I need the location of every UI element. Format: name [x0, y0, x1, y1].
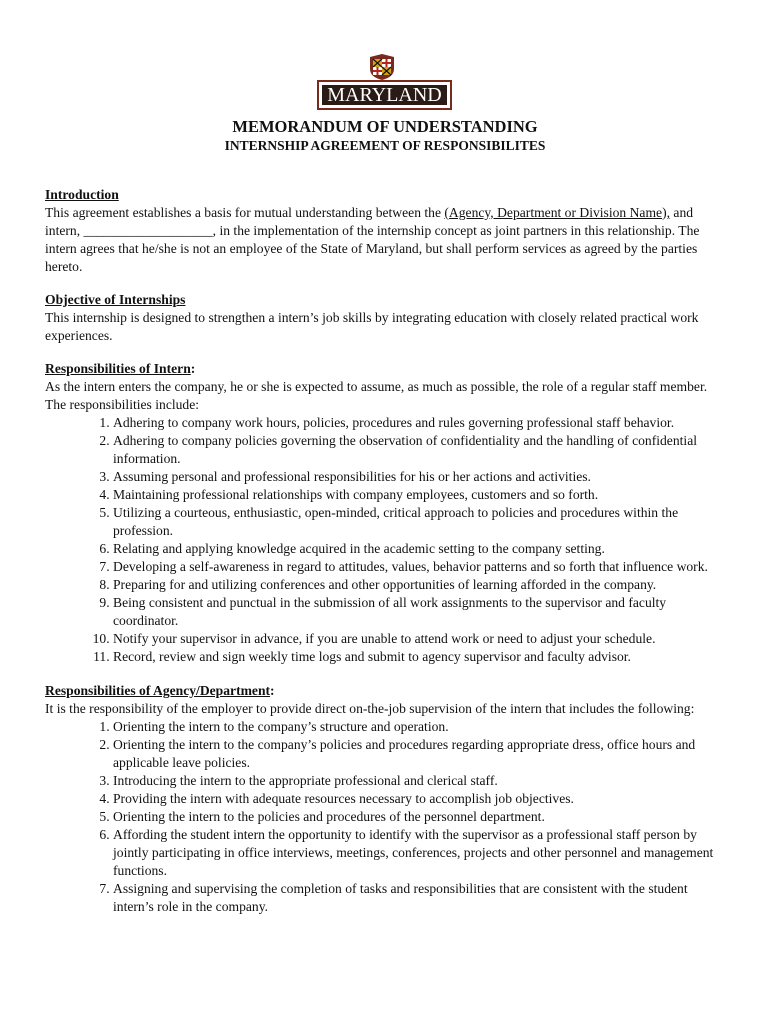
list-item: 2. Orienting the intern to the company’s policies and procedures regarding appropriate dress, office hours and applicable leave policies. [113, 736, 725, 772]
entity-name-field: (Agency, Department or Division Name), [444, 205, 671, 220]
document-subtitle: INTERNSHIP AGREEMENT OF RESPONSIBILITES [224, 138, 546, 153]
list-item: 11. Record, review and sign weekly time logs and submit to agency supervisor and faculty advisor. [113, 648, 725, 666]
document-title: MEMORANDUM OF UNDERSTANDING [232, 117, 538, 136]
intern-intro-text: As the intern enters the company, he or she is expected to assume, as much as possible, the role of a regular staff member. The responsibilities include: [45, 379, 708, 412]
objective-text: This internship is designed to strengthen a intern’s job skills by integrating education with closely related practical work experiences. [45, 310, 699, 343]
maryland-flag-icon [367, 53, 397, 81]
list-item: 8. Preparing for and utilizing conferences and other opportunities of learning afforded in the company. [113, 576, 725, 594]
intern-name-blank: ___________________ [83, 223, 213, 238]
intern-responsibilities-list [45, 414, 725, 666]
introduction-text [45, 204, 725, 276]
document-body [45, 186, 725, 916]
list-item: 3. Assuming personal and professional responsibilities for his or her actions and activities. [113, 468, 725, 486]
introduction-section [45, 186, 725, 276]
logo-frame [317, 80, 452, 110]
list-item: 10. Notify your supervisor in advance, if you are unable to attend work or need to adjust your schedule. [113, 630, 725, 648]
introduction-text-part3: , in the implementation of the internship concept as joint partners in this relationship. The intern agrees that he/she is not an employee of the State of Maryland, but shall perform services as agreed by the parties hereto. [45, 223, 700, 274]
list-item: 2. Adhering to company policies governing the observation of confidentiality and the handling of confidential information. [113, 432, 725, 468]
intern-heading-colon: : [190, 361, 196, 376]
agency-heading-colon: : [270, 683, 275, 698]
objective-section [45, 291, 725, 345]
list-item: 5. Orienting the intern to the policies and procedures of the personnel department. [113, 808, 725, 826]
list-item: 7. Assigning and supervising the completion of tasks and responsibilities that are consistent with the student intern’s role in the company. [113, 880, 725, 916]
list-item: 1. Adhering to company work hours, policies, procedures and rules governing professional staff behavior. [113, 414, 725, 432]
introduction-text-part2: and intern, [45, 205, 694, 238]
agency-responsibilities-heading: Responsibilities of Agency/Department [45, 683, 271, 698]
list-item: 9. Being consistent and punctual in the submission of all work assignments to the supervisor and faculty coordinator. [113, 594, 725, 630]
agency-responsibilities-list [45, 718, 725, 916]
list-item: 5. Utilizing a courteous, enthusiastic, open-minded, critical approach to policies and procedures within the profession. [113, 504, 725, 540]
list-item: 4. Providing the intern with adequate resources necessary to accomplish job objectives. [113, 790, 725, 808]
list-item: 4. Maintaining professional relationships with company employees, customers and so forth. [113, 486, 725, 504]
maryland-logo [317, 50, 452, 112]
list-item: 7. Developing a self-awareness in regard to attitudes, values, behavior patterns and so forth that influence work. [113, 558, 725, 576]
introduction-heading: Introduction [45, 187, 119, 202]
list-item: 1. Orienting the intern to the company’s structure and operation. [113, 718, 725, 736]
logo-text: MARYLAND [322, 85, 447, 105]
list-item: 6. Relating and applying knowledge acquired in the academic setting to the company setting. [113, 540, 725, 558]
agency-responsibilities-section [45, 682, 725, 916]
introduction-text-part1: This agreement establishes a basis for mutual understanding between the [45, 205, 445, 220]
agency-intro-text: It is the responsibility of the employer to provide direct on-the-job supervision of the intern that includes the following: [45, 701, 695, 716]
intern-responsibilities-section [45, 360, 725, 666]
intern-responsibilities-heading: Responsibilities of Intern [45, 361, 191, 376]
list-item: 3. Introducing the intern to the appropriate professional and clerical staff. [113, 772, 725, 790]
list-item: 6. Affording the student intern the opportunity to identify with the supervisor as a professional staff person by jointly participating in office interviews, meetings, conferences, projects and other personnel and management functions. [113, 826, 725, 880]
objective-heading: Objective of Internships [45, 292, 186, 307]
